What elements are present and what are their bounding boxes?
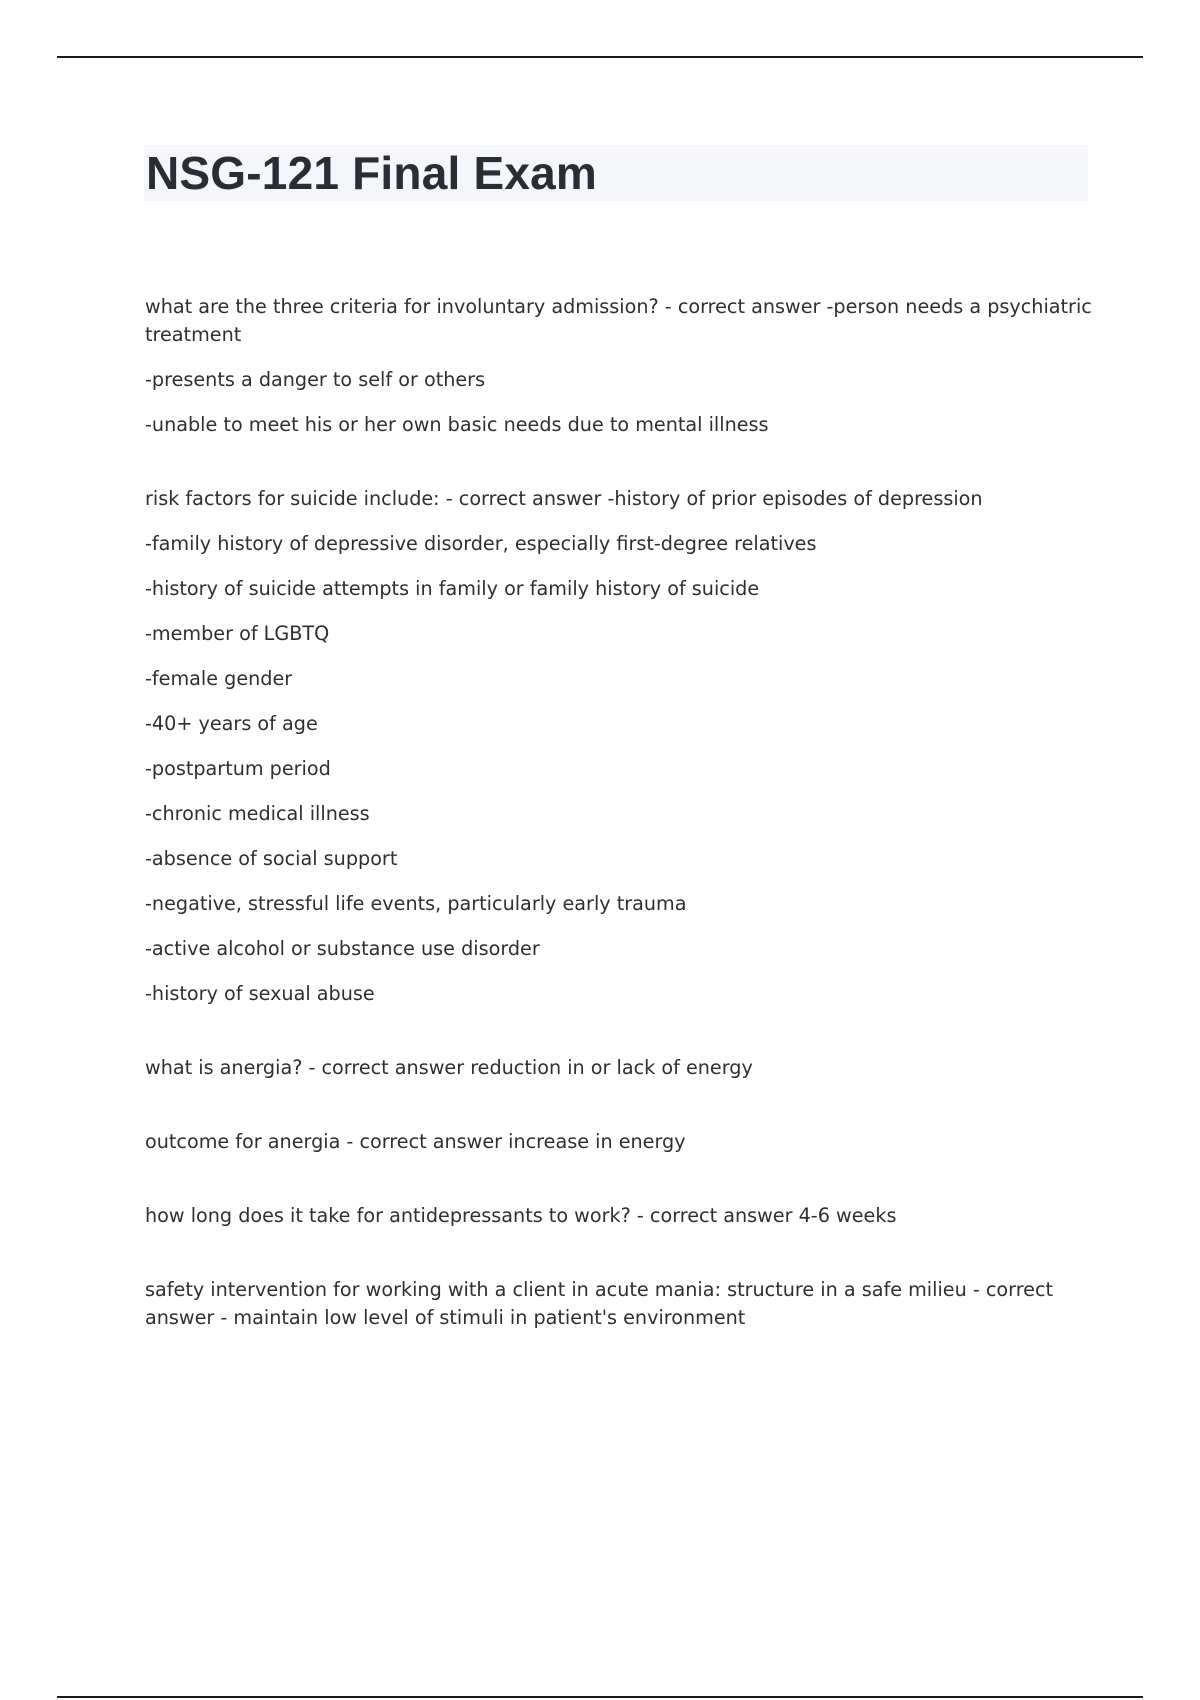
qa-line: -negative, stressful life events, particularly early trauma — [145, 892, 687, 915]
page-title: NSG-121 Final Exam — [146, 147, 597, 199]
qa-entry — [145, 485, 1095, 1008]
qa-line: what is anergia? - correct answer reduction in or lack of energy — [145, 1056, 753, 1079]
qa-line: -history of suicide attempts in family or family history of suicide — [145, 577, 760, 600]
qa-entry — [145, 1054, 1095, 1082]
qa-line: -postpartum period — [145, 757, 331, 780]
qa-line: -presents a danger to self or others — [145, 368, 486, 391]
qa-line: -chronic medical illness — [145, 802, 370, 825]
qa-line: -absence of social support — [145, 847, 398, 870]
qa-line: how long does it take for antidepressants to work? - correct answer 4-6 weeks — [145, 1204, 897, 1227]
qa-entry — [145, 293, 1095, 439]
qa-line: outcome for anergia - correct answer increase in energy — [145, 1130, 686, 1153]
qa-line: safety intervention for working with a client in acute mania: structure in a safe milieu - correct answer - maintain low level of stimuli in patient's environment — [145, 1278, 1054, 1329]
qa-content — [145, 293, 1095, 1378]
qa-line: -history of sexual abuse — [145, 982, 375, 1005]
bottom-rule — [57, 1696, 1143, 1698]
qa-line: -family history of depressive disorder, especially first-degree relatives — [145, 532, 817, 555]
qa-line: risk factors for suicide include: - correct answer -history of prior episodes of depression — [145, 487, 983, 510]
qa-entry — [145, 1276, 1095, 1332]
qa-entry — [145, 1128, 1095, 1156]
qa-line: -active alcohol or substance use disorder — [145, 937, 540, 960]
qa-line: what are the three criteria for involuntary admission? - correct answer -person needs a psychiatric treatment — [145, 295, 1092, 346]
qa-line: -40+ years of age — [145, 712, 318, 735]
qa-entry — [145, 1202, 1095, 1230]
qa-line: -member of LGBTQ — [145, 622, 330, 645]
qa-line: -unable to meet his or her own basic needs due to mental illness — [145, 413, 769, 436]
qa-line: -female gender — [145, 667, 293, 690]
top-rule — [57, 56, 1143, 58]
